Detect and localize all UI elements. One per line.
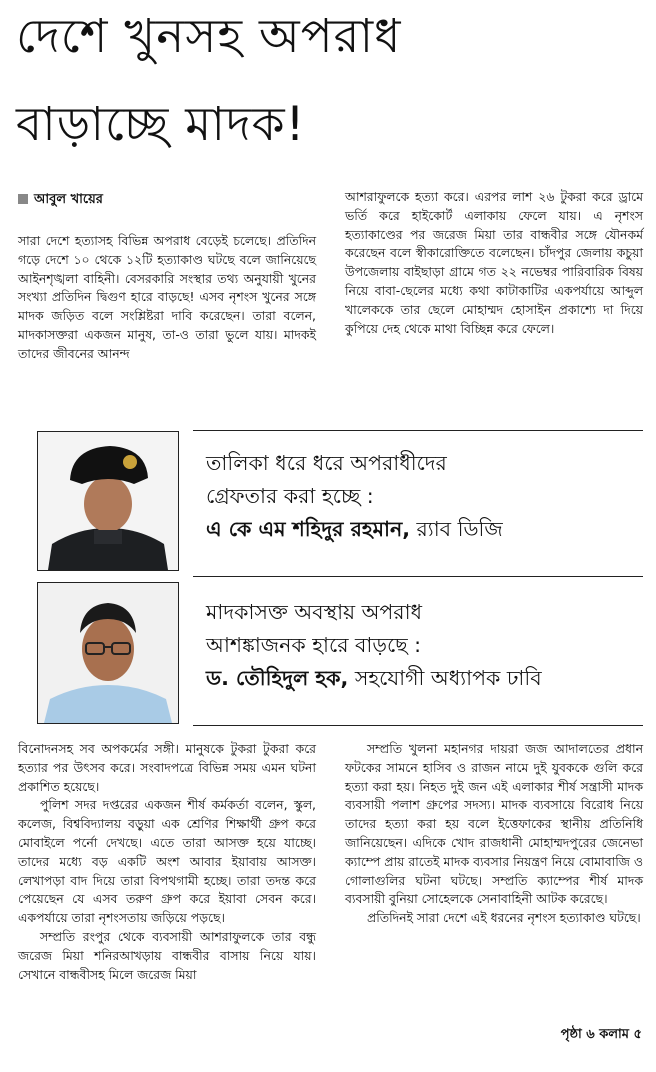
quote-2-name: ড. তৌহিদুল হক,: [206, 666, 349, 690]
top-right-column: [345, 188, 643, 338]
quote-2-photo: [37, 582, 179, 724]
byline-square-icon: [18, 194, 28, 204]
quote-1-line-2: গ্রেফতার করা হচ্ছে :: [206, 484, 374, 508]
quote-2-line-2: আশঙ্কাজনক হারে বাড়ছে :: [206, 633, 422, 657]
quote-2-line-1: মাদকাসক্ত অবস্থায় অপরাধ: [206, 600, 423, 624]
top-right-paragraph: আশরাফুলকে হত্যা করে। এরপর লাশ ২৬ টুকরা করে ড্রামে ভর্তি করে হাইকোর্ট এলাকায় ফেলে যায়। এ নৃশংস হত্যাকাণ্ডের পর জরেজ মিয়া তার বান্ধবীর সঙ্গে যৌনকর্ম করেছেন বলে স্বীকারোক্তিতে বলেছেন। চাঁদপুর জেলায় কচুয়া উপজেলায় বাইছাড়া গ্রামে গত ২২ নভেম্বর পারিবারিক বিষয় নিয়ে বাবা-ছেলের মধ্যে কথা কাটাকাটির একপর্যায়ে আব্দুল খালেককে তার ছেলে মোহাম্মদ হোসাইন প্রকাশ্যে দা দিয়ে কুপিয়ে দেহ থেকে মাথা বিচ্ছিন্ন করে ফেলে।: [345, 189, 643, 336]
headline-line-2: বাড়াচ্ছে মাদক!: [16, 97, 306, 152]
quote-2-title: সহযোগী অধ্যাপক ঢাবি: [348, 666, 542, 690]
bottom-right-paragraph-1: সম্প্রতি খুলনা মহানগর দায়রা জজ আদালতের প্রধান ফটকের সামনে হাসিব ও রাজন নামে দুই যুবককে গুলি করে হত্যা করা হয়। নিহত দুই জন এই এলাকার শীর্ষ সন্ত্রাসী মাদক ব্যবসায়ী পলাশ গ্রুপের সদস্য। মাদক ব্যবসায়ে বিরোধ নিয়ে তাদের হত্যা করা হয় বলে ইত্তেফাকের স্থানীয় প্রতিনিধি জানিয়েছেন। এদিকে খোদ রাজধানী মোহাম্মদপুরের জেনেভা ক্যাম্পে প্রায় রাতেই মাদক ব্যবসার নিয়ন্ত্রণ নিয়ে বোমাবাজি ও গোলাগুলির ঘটনা ঘটছে। সম্প্রতি ক্যাম্পের শীর্ষ মাদক ব্যবসায়ী বুনিয়া সোহেলকে সেনাবাহিনী আটক করেছে।: [345, 741, 643, 907]
quote-2-bottom-rule: [193, 725, 643, 726]
quote-1-line-1: তালিকা ধরে ধরে অপরাধীদের: [206, 451, 447, 475]
bottom-left-paragraph-1: বিনোদনসহ সব অপকর্মের সঙ্গী। মানুষকে টুকরা টুকরা করে হত্যার পর উৎসব করে। সংবাদপত্রে বিভিন্ন সময় এমন ঘটনা প্রকাশিত হয়েছে।: [18, 741, 316, 794]
bottom-left-column: [18, 740, 316, 984]
bottom-left-paragraph-2: পুলিশ সদর দপ্তরের একজন শীর্ষ কর্মকর্তা বলেন, স্কুল, কলেজ, বিশ্ববিদ্যালয় বড়ুয়া এক শ্রেণির শিক্ষার্থী গ্রুপ করে মোবাইলে পর্নো দেখছে। এতে তারা আসক্ত হয়ে যাচ্ছে। তাদের মধ্যে বড় একটি অংশ আবার ইয়াবায় আসক্ত। লেখাপড়া বাদ দিয়ে তারা বিপথগামী হচ্ছে। তারা তদন্ত করে পেয়েছেন যে এসব তরুণ গ্রুপ করে ইয়াবা সেবন করে। একপর্যায়ে তারা নৃশংসতায় জড়িয়ে পড়ছে।: [18, 797, 316, 926]
top-left-paragraph: সারা দেশে হত্যাসহ বিভিন্ন অপরাধ বেড়েই চলেছে। প্রতিদিন গড়ে দেশে ১০ থেকে ১২টি হত্যাকাণ্ড ঘটছে বলে জানিয়েছে আইনশৃঙ্খলা বাহিনী। বেসরকারি সংস্থার তথ্য অনুযায়ী খুনের সংখ্যা প্রতিদিন দ্বিগুণ হারে বাড়ছে! এসব নৃশংস খুনের সঙ্গে মাদক জড়িত বলে সংশ্লিষ্টরা দাবি করেছেন। তারা বলেন, মাদকাসক্তরা একজন মানুষ, তা-ও তারা ভুলে যায়। মাদকই তাদের জীবনের আনন্দ: [18, 233, 316, 361]
quote-2: [206, 596, 646, 695]
quote-1-photo: [37, 431, 179, 571]
bottom-right-column: [345, 740, 643, 928]
quote-1-bottom-rule: [193, 576, 643, 577]
quote-1-title: র‌্যাব ডিজি: [410, 517, 503, 541]
bottom-left-paragraph-3: সম্প্রতি রংপুর থেকে ব্যবসায়ী আশরাফুলকে তার বন্ধু জরেজ মিয়া শনিরআখড়ায় বান্ধবীর বাসায় নিয়ে যায়। সেখানে বান্ধবীসহ মিলে জরেজ মিয়া: [18, 928, 316, 982]
academic-portrait-icon: [38, 583, 178, 723]
quote-1: [206, 447, 646, 546]
continuation-reference: পৃষ্ঠা ৬ কলাম ৫: [560, 1027, 642, 1042]
officer-portrait-icon: [38, 432, 178, 570]
quote-1-top-rule: [193, 430, 643, 431]
byline-author: আবুল খায়ের: [34, 192, 103, 207]
headline-line-1: দেশে খুনসহ অপরাধ: [16, 9, 402, 64]
quote-1-name: এ কে এম শহিদুর রহমান,: [206, 517, 410, 541]
quote-1-attribution: [206, 513, 646, 546]
quote-2-attribution: [206, 662, 646, 695]
bottom-right-paragraph-2: প্রতিদিনই সারা দেশে এই ধরনের নৃশংস হত্যাকাণ্ড ঘটছে।: [367, 910, 641, 926]
top-left-column: [18, 232, 316, 364]
byline: [18, 190, 103, 211]
